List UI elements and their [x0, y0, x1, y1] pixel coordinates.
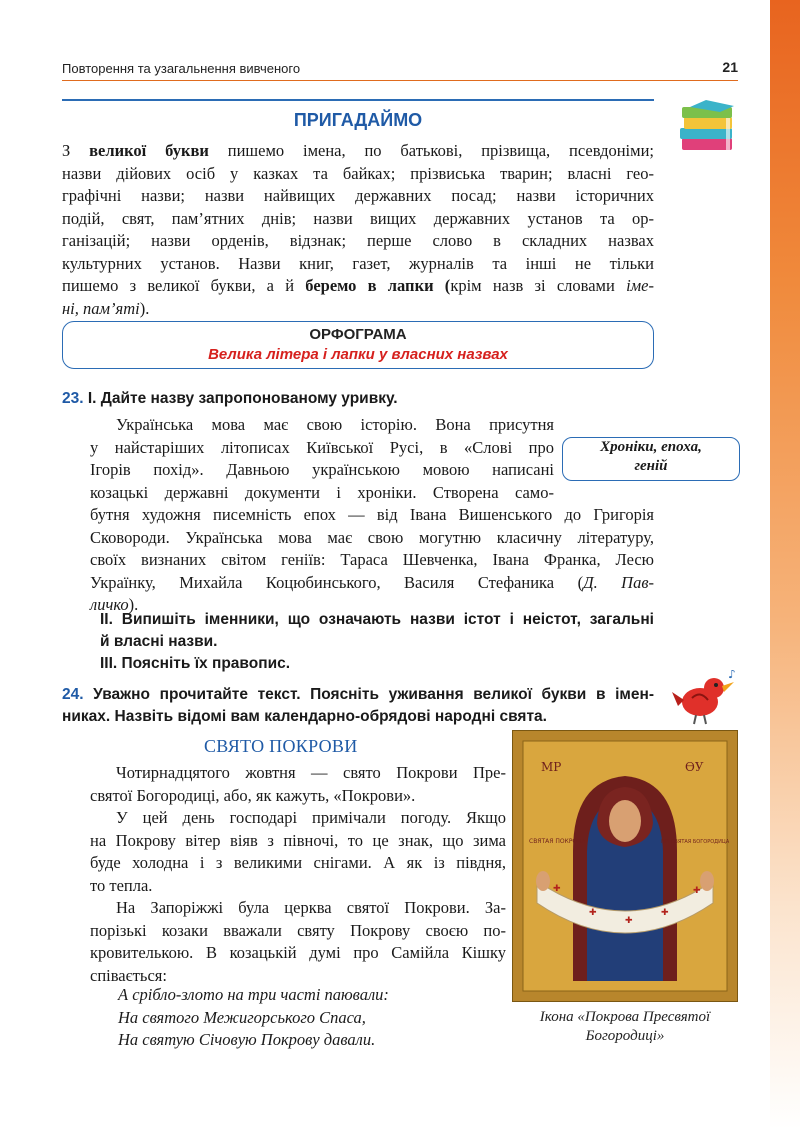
icon-side-label-right: ПРЕСВЯТАЯ БОГОРОДИЦА	[661, 839, 730, 845]
rule-text: З великої букви пишемо імена, по батькові, прізвища, псевдоніми; назви дійових осіб у казках та байках; прізвиська тварин; власні гео- графічні назви; назви найвищих державних посад; назви історичних подій, свят, пам’ятних днів; назви вищих державних установ та ор- ганізацій; назви орденів, відзнак; перше слово в складних назвах культурних установ. Назви книг, газет, журналів та інші не тільки пишемо з великої букви, а й беремо в лапки (крім назв зі словами імe- ні, пам’яті).	[62, 141, 654, 318]
page-header	[62, 58, 738, 81]
task-23-heading: 23. І. Дайте назву запропонованому уривку.	[62, 390, 398, 407]
books-icon	[676, 98, 740, 156]
section-heading: ПРИГАДАЙМО	[293, 110, 423, 130]
task-24-heading: 24. Уважно прочитайте текст. Поясніть уживання великої букви в імен- никах. Назвіть відомі вам календарно-обрядові народні свята.	[62, 686, 654, 725]
svg-text:✚: ✚	[693, 886, 701, 896]
poem-quote: А срібло-злото на три часті паювали: На святого Межигорського Спаса, На святую Січовую Покрову давали.	[118, 985, 389, 1049]
image-caption: Ікона «Покрова Пресвятої Богородиці»	[539, 1009, 711, 1044]
svg-text:♪: ♪	[728, 670, 736, 681]
task-23-text: Українська мова має свою історію. Вона присутня у найстаріших літописах Київської Русі, в «Слові про Ігорів похід». Давньою українською мовою написані козацькі державні документи і хроніки. Створена само-	[90, 415, 554, 502]
svg-text:✚: ✚	[661, 908, 669, 918]
bird-icon	[670, 670, 740, 726]
pokrova-icon-image	[512, 730, 738, 1002]
orthogram-title: ОРФОГРАМА	[309, 326, 407, 343]
header-title: Повторення та узагальнення вивченого	[62, 61, 301, 76]
icon-illustration	[513, 731, 737, 1001]
svg-text:✚: ✚	[625, 916, 633, 926]
icon-side-label-left: СВЯТАЯ ПОКРОВА	[529, 838, 586, 845]
svg-text:✚: ✚	[553, 884, 561, 894]
icon-label-right: ѲУ	[685, 760, 704, 774]
task-23-text-continued: бутня художня писемність епох — від Івана Вишенського до Григорія Сковороди. Українська мова має свою могутню класичну літературу, своїх визнаних світом геніїв: Тараса Шевченка, Івана Франка, Лесю Українку, Михайла Коцюбинського, Василя Стефаника (Д. Пав- личко).	[90, 505, 654, 614]
task-23-parts: ІІ. Випишіть іменники, що означають назви істот і неістот, загальні й власні назви. ІІІ. Поясніть їх правопис.	[100, 611, 654, 672]
svg-text:✚: ✚	[589, 908, 597, 918]
page-number: 21	[722, 59, 738, 75]
story-text: Чотирнадцятого жовтня — свято Покрови Пре- святої Богородиці, або, як кажуть, «Покрови». У цей день господарі примічали погоду. Якщо на Покрову вітер віяв з півночі, то це знак, що зима буде холодна і з великими снігами. А як із півдня, то тепла. На Запоріжжі була церква святої Покрови. За- порізькі козаки вважали святу Покрову своєю по- кровителькою. В козацькій думі про Самійла Кішку співається:	[90, 763, 506, 985]
vocabulary-note: Хроніки, епоха, геній	[562, 437, 740, 481]
divider	[62, 99, 654, 101]
page-edge-strip	[770, 0, 800, 1129]
story-title: СВЯТО ПОКРОВИ	[204, 736, 358, 756]
orthogram-subtitle: Велика літера і лапки у власних назвах	[208, 346, 508, 363]
icon-label-left: МР	[541, 760, 562, 774]
orthogram-box	[62, 321, 654, 369]
